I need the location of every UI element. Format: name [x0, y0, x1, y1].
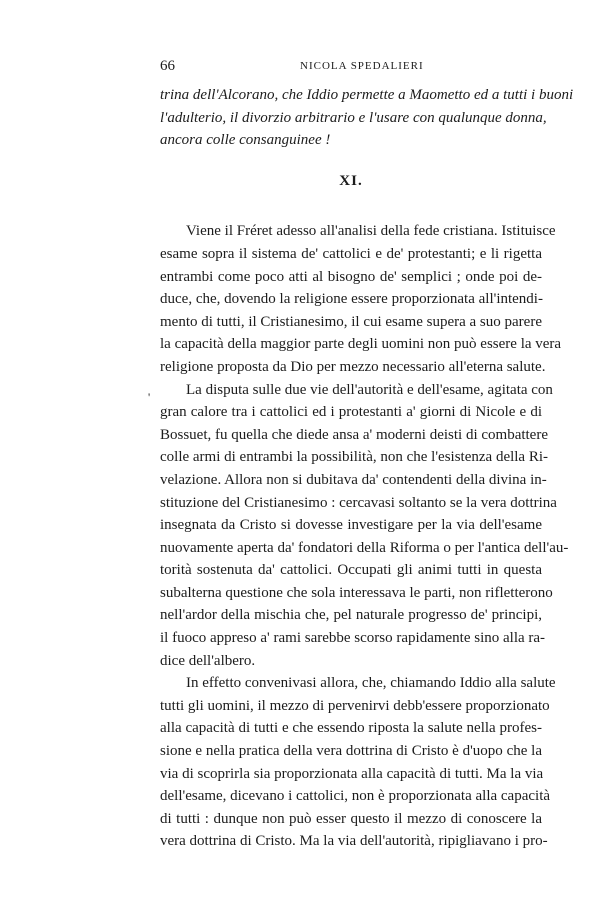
text-line: colle armi di entrambi la possibilità, non che l'esistenza della Ri-	[160, 449, 549, 466]
text-line: dice dell'albero.	[160, 652, 256, 669]
text-line: tutti gli uomini, il mezzo di pervenirvi debb'essere proporzionato	[160, 697, 550, 714]
text-line: dell'esame, dicevano i cattolici, non è proporzionata alla capacità	[160, 788, 551, 805]
text-line: nuovamente aperta da' fondatori della Riforma o per l'antica dell'au-	[160, 539, 569, 556]
text-line: alla capacità di tutti e che essendo riposta la salute nella profes-	[160, 720, 542, 737]
text-line: Bossuet, fu quella che diede ansa a' moderni deisti di combattere	[160, 426, 548, 443]
running-head: NICOLA SPEDALIERI	[300, 60, 424, 72]
text-line: mento di tutti, il Cristianesimo, il cui esame supera a suo parere	[160, 313, 542, 330]
text-line: nell'ardor della mischia che, pel naturale progresso de' principi,	[160, 607, 542, 624]
paragraph-3	[160, 672, 556, 853]
margin-mark: '	[148, 390, 151, 404]
text-line: entrambi come poco atti al bisogno de' semplici ; onde poi de-	[160, 268, 542, 285]
text-line: torità sostenuta da' cattolici. Occupati gli animi tutti in questa	[160, 562, 542, 579]
text-line: stituzione del Cristianesimo : cercavasi soltanto se la vera dottrina	[160, 494, 557, 511]
text-line: ancora colle consanguinee !	[160, 132, 331, 149]
text-line: La disputa sulle due vie dell'autorità e dell'esame, agitata con	[186, 381, 553, 398]
body-text	[160, 84, 574, 853]
paragraph-2	[160, 379, 569, 673]
text-line: velazione. Allora non si dubitava da' contendenti della divina in-	[160, 471, 547, 488]
page-header	[160, 58, 542, 80]
text-line: l'adulterio, il divorzio arbitrario e l'usare con qualunque donna,	[160, 109, 547, 126]
text-line: via di scoprirla sia proporzionata alla capacità di tutti. Ma la via	[160, 765, 544, 782]
text-line: duce, che, dovendo la religione essere proporzionata all'intendi-	[160, 291, 543, 308]
page-number: 66	[160, 58, 175, 74]
text-line: sione e nella pratica della vera dottrina di Cristo è d'uopo che la	[160, 743, 542, 760]
text-line: In effetto convenivasi allora, che, chiamando Iddio alla salute	[186, 675, 556, 692]
text-line: la capacità della maggior parte degli uomini non può essere la vera	[160, 336, 562, 353]
text-line: religione proposta da Dio per mezzo necessario all'eterna salute.	[160, 358, 546, 375]
text-line: insegnata da Cristo si dovesse investigare per la via dell'esame	[160, 517, 542, 534]
text-line: gran calore tra i cattolici ed i protestanti a' giorni di Nicole e di	[160, 404, 542, 421]
text-line: di tutti : dunque non può esser questo il mezzo di conoscere la	[160, 810, 542, 827]
text-line: esame sopra il sistema de' cattolici e de' protestanti; e li rigetta	[160, 245, 542, 262]
text-line: Viene il Fréret adesso all'analisi della fede cristiana. Istituisce	[186, 223, 556, 240]
text-line: vera dottrina di Cristo. Ma la via dell'autorità, ripigliavano i pro-	[160, 833, 548, 850]
section-heading: XI.	[339, 172, 363, 189]
text-line: trina dell'Alcorano, che Iddio permette a Maometto ed a tutti i buoni	[160, 87, 574, 103]
text-line: il fuoco appreso a' rami sarebbe scorso rapidamente sino alla ra-	[160, 630, 546, 647]
text-line: subalterna questione che sola interessava le parti, non rifletterono	[160, 584, 553, 601]
paragraph-1	[160, 220, 562, 378]
